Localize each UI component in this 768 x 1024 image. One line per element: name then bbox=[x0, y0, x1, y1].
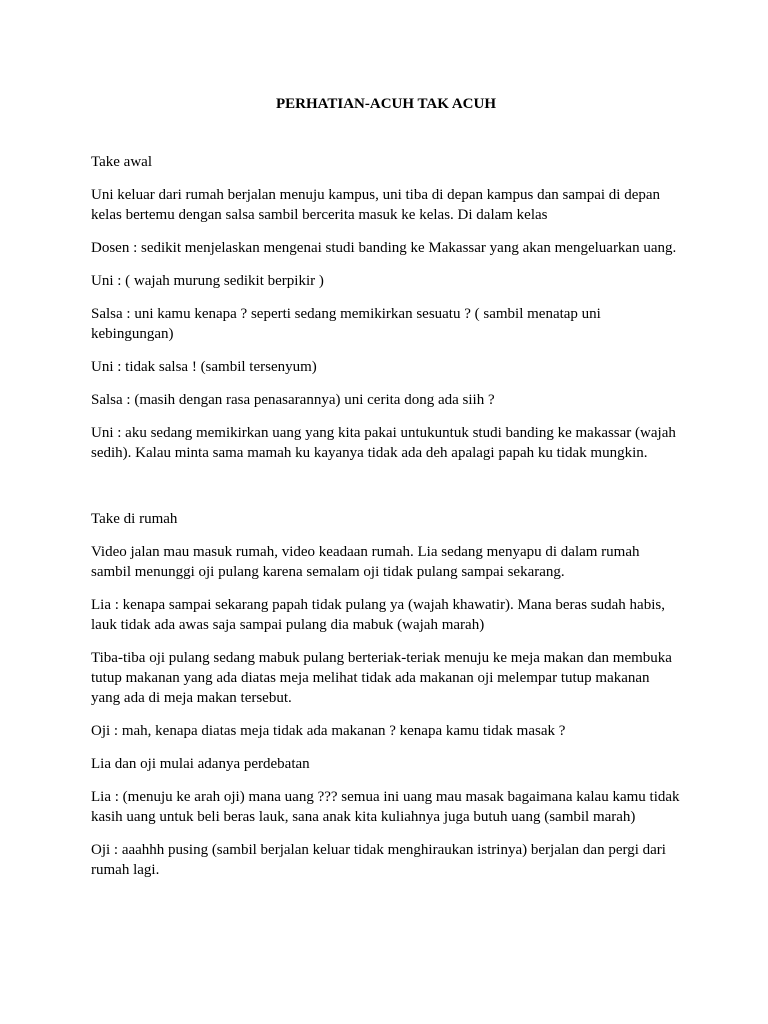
paragraph: Tiba-tiba oji pulang sedang mabuk pulang berteriak-teriak menuju ke meja makan dan membuka tutup makanan yang ada diatas meja melihat tidak ada makanan oji melempar tutup makanan yang ada di meja makan tersebut. bbox=[91, 650, 672, 706]
paragraph: Oji : mah, kenapa diatas meja tidak ada makanan ? kenapa kamu tidak masak ? bbox=[91, 723, 566, 739]
paragraph: Lia : (menuju ke arah oji) mana uang ??? semua ini uang mau masak bagaimana kalau kamu tidak kasih uang untuk beli beras lauk, sana anak kita kuliahnya juga butuh uang (sambil marah) bbox=[91, 789, 680, 825]
document-body bbox=[91, 94, 681, 893]
section-heading-take-awal: Take awal bbox=[91, 154, 152, 170]
paragraph: Uni : tidak salsa ! (sambil tersenyum) bbox=[91, 359, 317, 375]
paragraph: Oji : aaahhh pusing (sambil berjalan keluar tidak menghiraukan istrinya) berjalan dan pergi dari rumah lagi. bbox=[91, 842, 666, 878]
paragraph: Uni : ( wajah murung sedikit berpikir ) bbox=[91, 273, 324, 289]
paragraph: Lia dan oji mulai adanya perdebatan bbox=[91, 756, 310, 772]
section-heading-take-di-rumah: Take di rumah bbox=[91, 511, 178, 527]
paragraph: Dosen : sedikit menjelaskan mengenai studi banding ke Makassar yang akan mengeluarkan uang. bbox=[91, 240, 677, 256]
document-title: PERHATIAN-ACUH TAK ACUH bbox=[275, 96, 496, 112]
paragraph: Salsa : uni kamu kenapa ? seperti sedang memikirkan sesuatu ? ( sambil menatap uni kebingungan) bbox=[91, 306, 601, 342]
section-spacer bbox=[91, 476, 681, 509]
paragraph: Lia : kenapa sampai sekarang papah tidak pulang ya (wajah khawatir). Mana beras sudah habis, lauk tidak ada awas saja sampai pulang dia mabuk (wajah marah) bbox=[91, 597, 665, 633]
paragraph: Salsa : (masih dengan rasa penasarannya) uni cerita dong ada siih ? bbox=[91, 392, 495, 408]
paragraph: Uni keluar dari rumah berjalan menuju kampus, uni tiba di depan kampus dan sampai di depan kelas bertemu dengan salsa sambil bercerita masuk ke kelas. Di dalam kelas bbox=[91, 187, 661, 223]
paragraph: Video jalan mau masuk rumah, video keadaan rumah. Lia sedang menyapu di dalam rumah sambil menunggi oji pulang karena semalam oji tidak pulang sampai sekarang. bbox=[91, 544, 640, 580]
paragraph: Uni : aku sedang memikirkan uang yang kita pakai untukuntuk studi banding ke makassar (wajah sedih). Kalau minta sama mamah ku kayanya tidak ada deh apalagi papah ku tidak mungkin. bbox=[91, 425, 676, 461]
